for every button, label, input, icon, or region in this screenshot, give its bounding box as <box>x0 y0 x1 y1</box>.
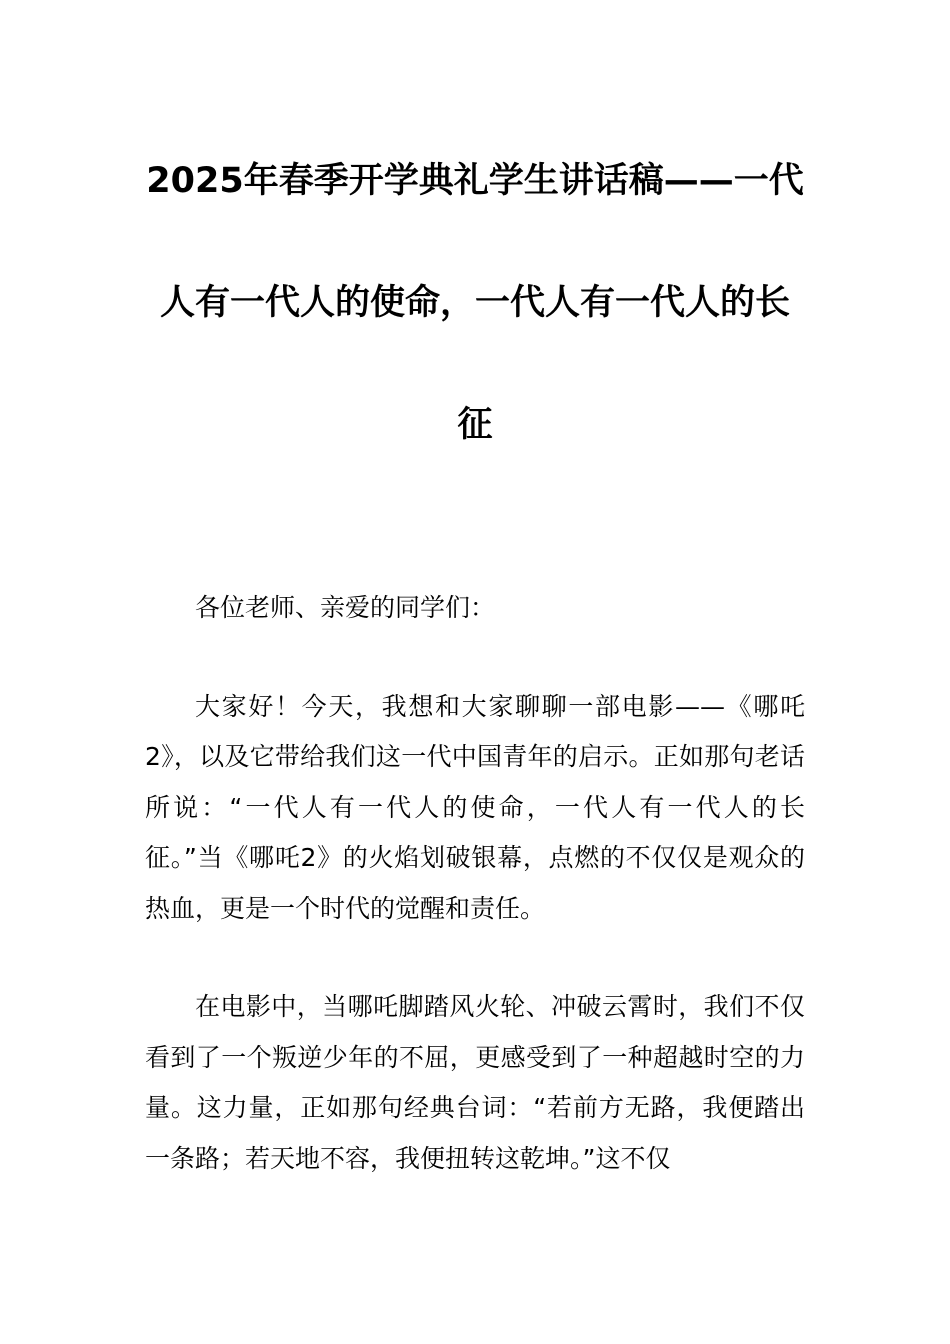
title-line-2: 人有一代人的使命，一代人有一代人的长 <box>159 283 790 323</box>
body-paragraph-2: 在电影中，当哪吒脚踏风火轮、冲破云霄时，我们不仅看到了一个叛逆少年的不屈，更感受到了一种超越时空的力量。这力量，正如那句经典台词：“若前方无路，我便踏出一条路；若天地不容，我便扭转这乾坤。”这不仅 <box>145 992 805 1173</box>
salutation-paragraph: 各位老师、亲爱的同学们： <box>195 593 496 622</box>
body-paragraph-1: 大家好！今天，我想和大家聊聊一部电影——《哪吒2》，以及它带给我们这一代中国青年的启示。正如那句老话所说：“一代人有一代人的使命，一代人有一代人的长征。”当《哪吒2》的火焰划破银幕，点燃的不仅仅是观众的热血，更是一个时代的觉醒和责任。 <box>145 691 805 923</box>
document-title <box>145 150 805 456</box>
title-line-1: 2025年春季开学典礼学生讲话稿——一代 <box>146 161 804 201</box>
document-body <box>145 583 805 1232</box>
title-line-3: 征 <box>457 405 493 445</box>
